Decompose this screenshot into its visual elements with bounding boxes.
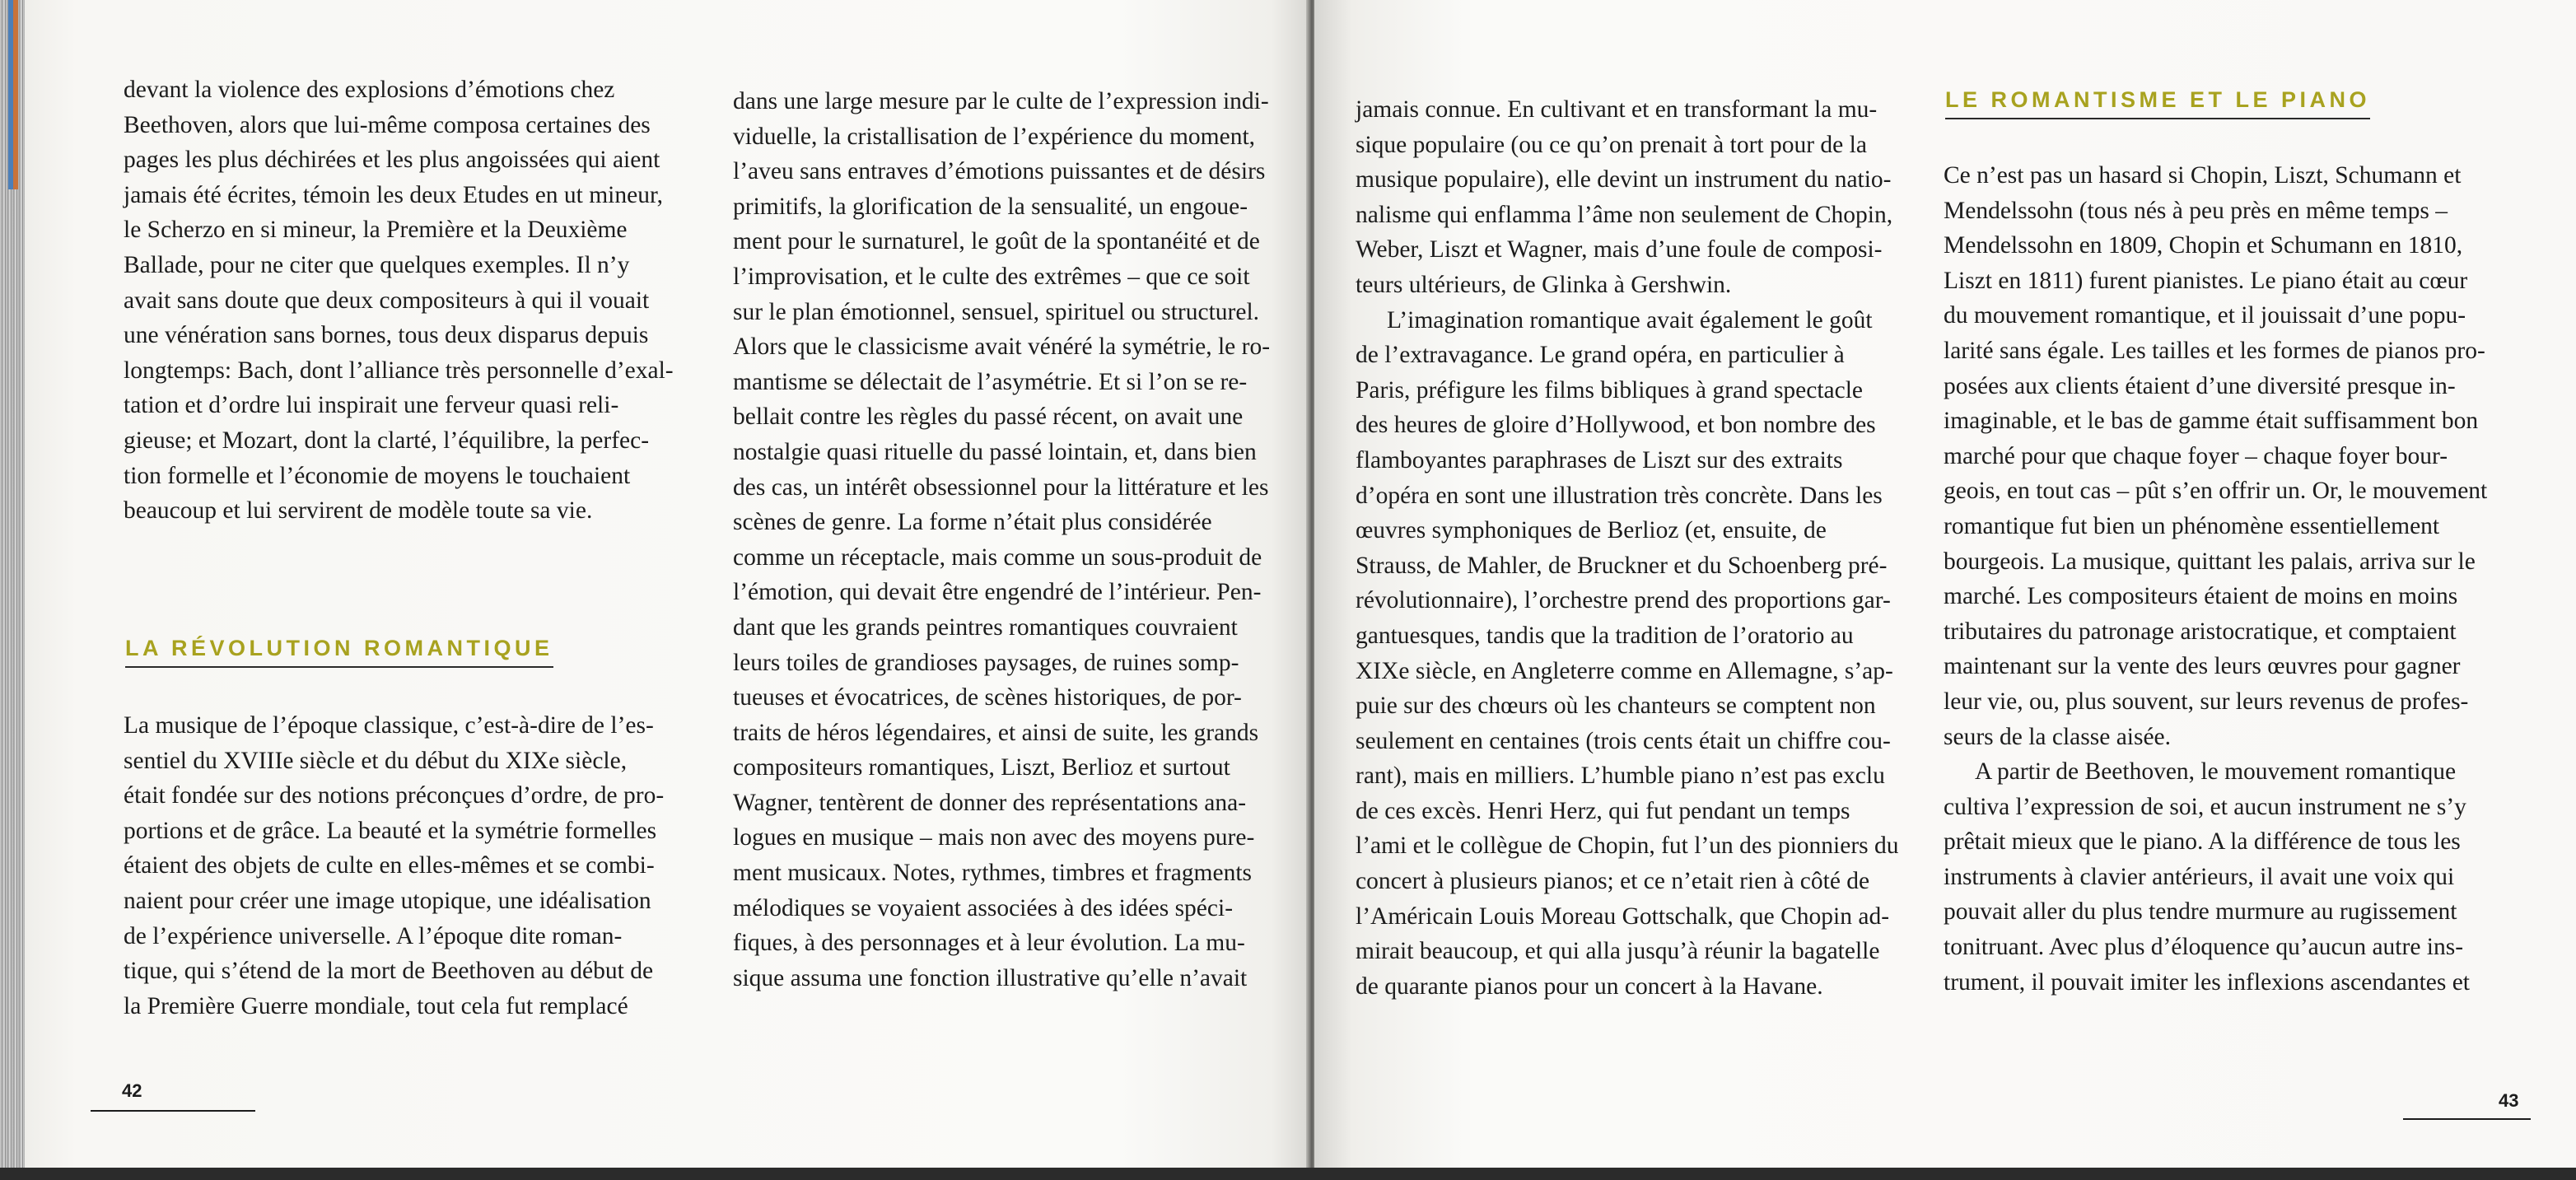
right-page — [1314, 0, 2576, 1169]
left-column-2 — [733, 84, 1297, 996]
right-column-2 — [1944, 158, 2527, 1000]
paragraph: devant la violence des explosions d’émotions chez Beethoven, alors que lui-même composa certaines des pages les plus déchirées et les plus angoissées qui aient jamais été écrites, témoin les deux Etudes en ut mineur, le Scherzo en si mineur, la Première et la Deuxième Ballade, pour ne citer que quelques exemples. Il n’y avait sans doute que deux compositeurs à qui il vouait une vénération sans bornes, tous deux disparus depuis longtemps: Bach, dont l’alliance très personnelle d’exal- tation et d’ordre lui inspirait une ferveur quasi reli- gieuse; et Mozart, dont la clarté, l’équilibre, la perfec- tion formelle et l’économie de moyens le touchaient beaucoup et lui servirent de modèle toute sa vie. — [124, 77, 674, 525]
paragraph: A partir de Beethoven, le mouvement romantique cultiva l’expression de soi, et aucun instrument ne s’y prêtait mieux que le piano. A la différence de tous les instruments à clavier antérieurs, il avait une voix qui pouvait aller du plus tendre murmure au rugissement tonitruant. Avec plus d’éloquence qu’aucun autre ins- trument, il pouvait imiter les inflexions ascendantes et — [1944, 758, 2471, 996]
paragraph: jamais connue. En cultivant et en transformant la mu- sique populaire (ou ce qu’on prenait à tort pour de la musique populaire), elle devint un instrument du natio- nalisme qui enflamma l’âme non seulement de Chopin, Weber, Liszt et Wagner, mais d’une foule de composi- teurs ultérieurs, de Glinka à Gershwin. — [1356, 96, 1893, 298]
bookmark-tab-orange — [13, 0, 18, 189]
left-page — [25, 0, 1309, 1169]
section-heading: LE ROMANTISME ET LE PIANO — [1945, 87, 2370, 119]
page-number-rule — [91, 1110, 255, 1112]
section-heading: LA RÉVOLUTION ROMANTIQUE — [125, 636, 553, 668]
page-number: 42 — [122, 1080, 142, 1101]
book-edge — [0, 0, 25, 1180]
left-column-1-top — [124, 72, 725, 529]
paragraph: Ce n’est pas un hasard si Chopin, Liszt, Schumann et Mendelssohn (tous nés à peu près en même temps – Mendelssohn en 1809, Chopin et Schumann en 1810, Liszt en 1811) furent pianistes. Le piano était au cœur du mouvement romantique, et il jouissait d’une popu- larité sans égale. Les tailles et les formes de pianos pro- posées aux clients étaient d’une diversité presque in- imaginable, et le bas de gamme était suffisamment bon marché pour que chaque foyer – chaque foyer bour- geois, en tout cas – pût s’en offrir un. Or, le mouvement romantique fut bien un phénomène essentiellement bourgeois. La musique, quittant les palais, arriva sur le marché. Les compositeurs étaient de moins en moins tributaires du patronage aristocratique, et comptaient maintenant sur la vente des leurs œuvres pour gagner leur vie, ou, plus souvent, sur leurs revenus de profes- seurs de la classe aisée. — [1944, 162, 2488, 750]
page-number: 43 — [2499, 1090, 2519, 1111]
paragraph: L’imagination romantique avait également le goût de l’extravagance. Le grand opéra, en particulier à Paris, préfigure les films bibliques à grand spectacle des heures de gloire d’Hollywood, et bon nombre des flamboyantes paraphrases de Liszt sur des extraits d’opéra en sont une illustration très concrète. Dans les œuvres symphoniques de Berlioz (et, ensuite, de Strauss, de Mahler, de Bruckner et du Schoenberg pré- révolutionnaire), l’orchestre prend des proportions gar- gantuesques, tandis que la tradition de l’oratorio au XIXe siècle, en Angleterre comme en Allemagne, s’ap- puie sur des chœurs où les chanteurs se comptent non seulement en centaines (trois cents était un chiffre cou- rant), mais en milliers. L’humble piano n’est pas exclu de ces excès. Henri Herz, qui fut pendant un temps l’ami et le collègue de Chopin, fut l’un des pionniers du concert à plusieurs pianos; et ce n’etait rien à côté de l’Américain Louis Moreau Gottschalk, que Chopin ad- mirait beaucoup, et qui alla jusqu’à réunir la bagatelle de quarante pianos pour un concert à la Havane. — [1356, 306, 1899, 1000]
scan-border — [0, 1168, 2576, 1180]
paragraph: La musique de l’époque classique, c’est-à-dire de l’es- sentiel du XVIIIe siècle et du début du XIXe siècle, était fondée sur des notions préconçues d’ordre, de pro- portions et de grâce. La beauté et la symétrie formelles étaient des objets de culte en elles-mêmes et se combi- naient pour créer une image utopique, une idéalisation de l’expérience universelle. A l’époque dite roman- tique, qui s’étend de la mort de Beethoven au début de la Première Guerre mondiale, tout cela fut remplacé — [124, 712, 665, 1019]
left-column-1-bottom — [124, 708, 725, 1024]
page-number-rule — [2403, 1118, 2531, 1120]
right-column-1 — [1356, 92, 1920, 1004]
paragraph: dans une large mesure par le culte de l’expression indi- viduelle, la cristallisation de l’expérience du moment, l’aveu sans entraves d’émotions puissantes et de désirs primitifs, la glorification de la sensualité, un engoue- ment pour le surnaturel, le goût de la spontanéité et de l’improvisation, et le culte des extrêmes – que ce soit sur le plan émotionnel, sensuel, spirituel ou structurel. Alors que le classicisme avait vénéré la symétrie, le ro- mantisme se délectait de l’asymétrie. Et si l’on se re- bellait contre les règles du passé récent, on avait une nostalgie quasi rituelle du passé lointain, et, dans bien des cas, un intérêt obsessionnel pour la littérature et les scènes de genre. La forme n’était plus considérée comme un réceptacle, mais comme un sous-produit de l’émotion, qui devait être engendré de l’intérieur. Pen- dant que les grands peintres romantiques couvraient leurs toiles de grandioses paysages, de ruines somp- tueuses et évocatrices, de scènes historiques, de por- traits de héros légendaires, et ainsi de suite, les grands compositeurs romantiques, Liszt, Berlioz et surtout Wagner, tentèrent de donner des représentations ana- logues en musique – mais non avec des moyens pure- ment musicaux. Notes, rythmes, timbres et fragments mélodiques se voyaient associées à des idées spéci- fiques, à des personnages et à leur évolution. La mu- sique assuma une fonction illustrative qu’elle n’avait — [733, 88, 1271, 991]
